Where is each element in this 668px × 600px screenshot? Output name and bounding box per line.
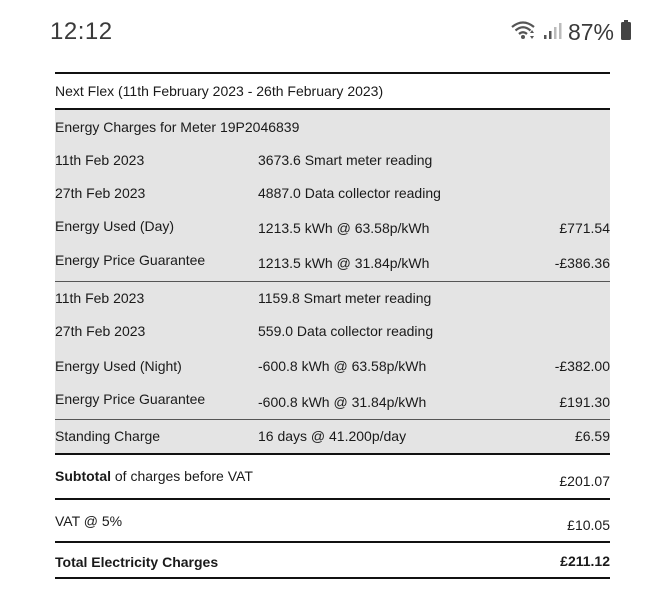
table-row [55,144,610,177]
row-detail: 1159.8 Smart meter reading [258,290,432,306]
row-label: Energy Used (Night) [55,358,182,374]
row-detail: 1213.5 kWh @ 63.58p/kWh [258,220,430,236]
row-amount: £191.30 [559,394,610,410]
row-detail: -600.8 kWh @ 31.84p/kWh [258,394,427,410]
row-detail: 1213.5 kWh @ 31.84p/kWh [258,255,430,271]
battery-icon [620,19,632,46]
row-detail: 4887.0 Data collector reading [258,185,441,201]
subtotal-label [55,455,253,497]
row-amount: £6.59 [574,428,610,444]
row-label: 11th Feb 2023 [55,152,145,168]
row-amount: -£386.36 [554,255,610,271]
row-detail: 16 days @ 41.200p/day [258,428,407,444]
status-time: 12:12 [50,18,113,45]
row-label: Energy Price Guarantee [55,391,206,407]
billing-period: Next Flex (11th February 2023 - 26th February 2023) [55,83,384,99]
energy-charges-block [55,110,610,453]
row-detail: -600.8 kWh @ 63.58p/kWh [258,358,427,374]
table-row [55,383,610,419]
total-label: Total Electricity Charges [55,554,219,570]
row-detail: 559.0 Data collector reading [258,323,434,339]
row-label: 11th Feb 2023 [55,290,145,306]
status-icons [510,19,632,46]
table-row [55,315,610,348]
subtotal-label-bold: Subtotal [55,468,111,484]
row-amount: -£382.00 [554,358,610,374]
wifi-icon [510,19,536,46]
table-row [55,244,610,281]
row-label: Energy Used (Day) [55,218,175,234]
battery-percentage: 87% [567,19,614,45]
row-amount: £771.54 [559,220,610,236]
row-label: Energy Price Guarantee [55,252,206,268]
vat-row [55,500,610,541]
meter-title: Energy Charges for Meter 19P2046839 [55,119,300,135]
subtotal-row [55,455,610,498]
signal-icon [542,20,562,45]
vat-label: VAT @ 5% [55,513,123,529]
subtotal-amount: £201.07 [559,473,610,489]
table-row [55,177,610,210]
vat-amount: £10.05 [567,517,610,533]
row-detail: 3673.6 Smart meter reading [258,152,433,168]
status-bar [0,0,668,62]
standing-charge-row [55,420,610,453]
table-row [55,210,610,244]
total-row [55,543,610,577]
subtotal-label-rest: of charges before VAT [111,468,253,484]
row-label: Standing Charge [55,428,161,444]
electricity-statement [55,72,610,579]
total-amount: £211.12 [560,553,610,569]
table-row [55,348,610,383]
row-label: 27th Feb 2023 [55,185,146,201]
table-row [55,282,610,315]
row-label: 27th Feb 2023 [55,323,146,339]
